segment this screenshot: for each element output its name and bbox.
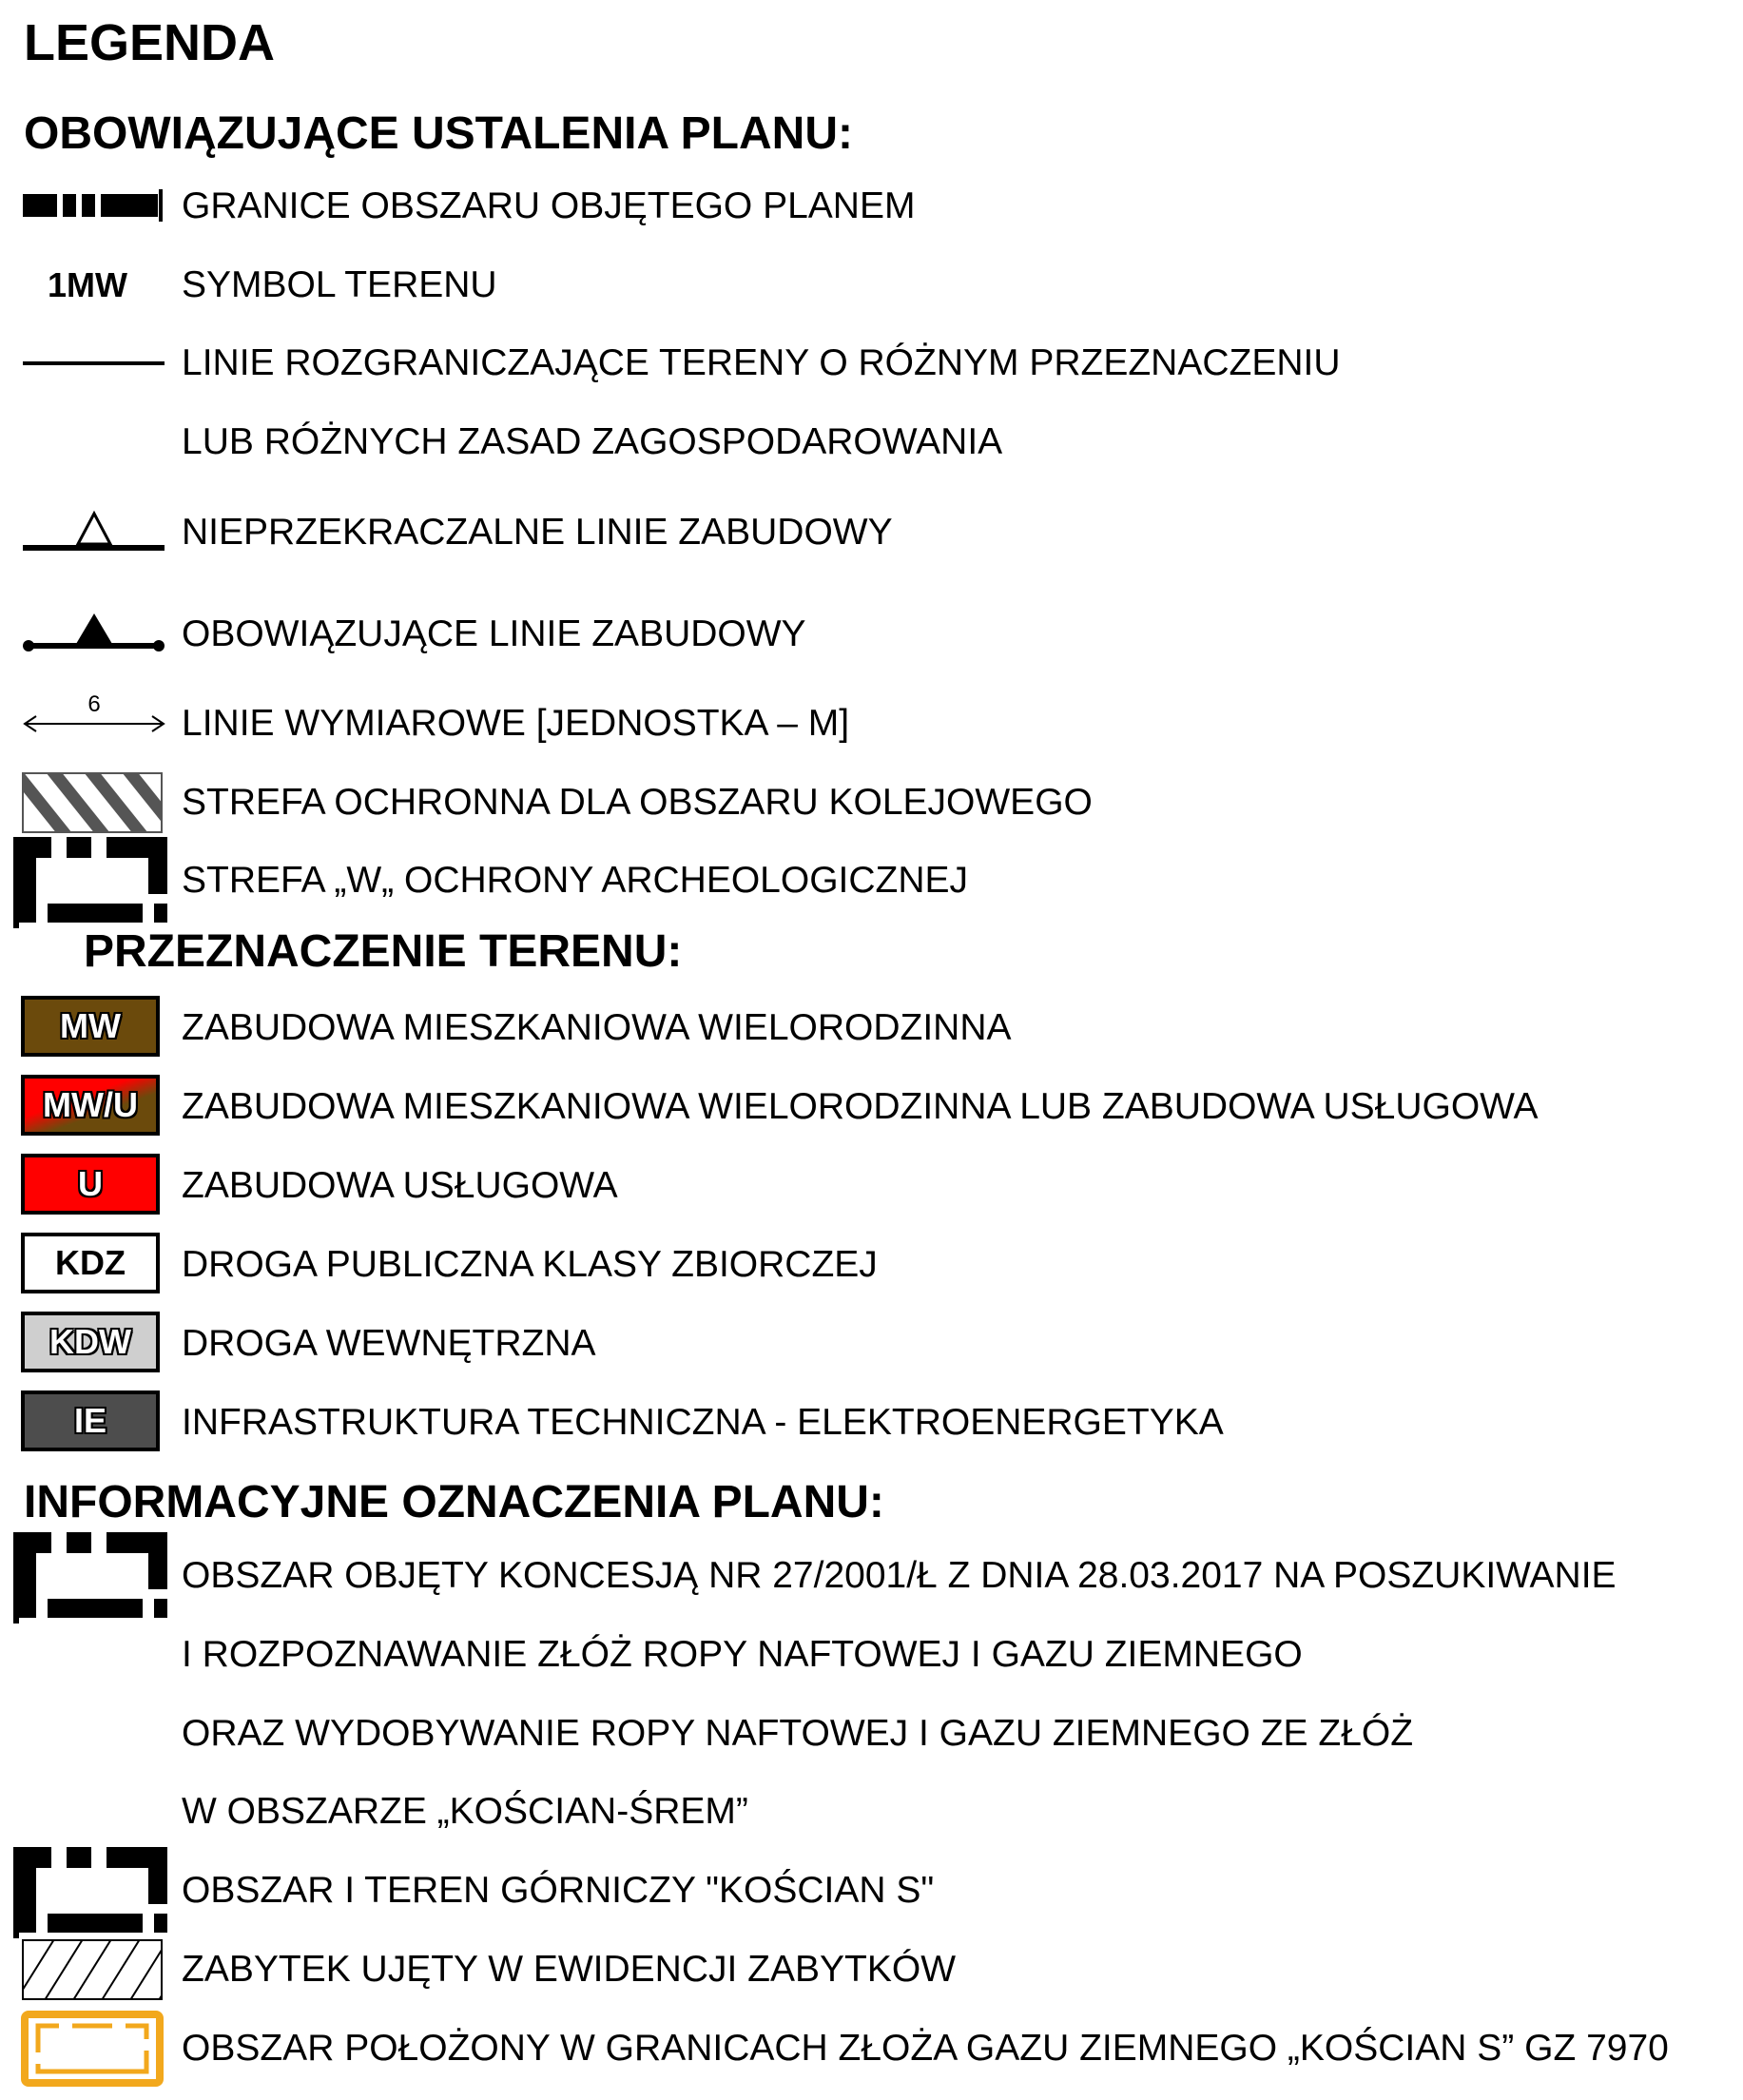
legend-row-ie bbox=[0, 1385, 1743, 1461]
legend-label: GRANICE OBSZARU OBJĘTEGO PLANEM bbox=[182, 185, 916, 226]
kdz-swatch: KDZ bbox=[21, 1233, 160, 1293]
orange-dashed-box-icon bbox=[21, 2011, 168, 2087]
legend-label: I ROZPOZNAWANIE ZŁÓŻ ROPY NAFTOWEJ I GAZU ZIEMNEGO bbox=[182, 1634, 1303, 1675]
legend-row-continuation bbox=[0, 1696, 1743, 1772]
dashed-bracket-icon bbox=[10, 1845, 176, 1940]
legend-row-kdz bbox=[0, 1227, 1743, 1303]
thin-hatched-box-icon bbox=[21, 1932, 168, 2008]
kdw-swatch: KDW bbox=[21, 1312, 160, 1372]
legend-row-solid-line bbox=[0, 325, 1743, 401]
legend-label: ORAZ WYDOBYWANIE ROPY NAFTOWEJ I GAZU ZIEMNEGO ZE ZŁÓŻ bbox=[182, 1713, 1414, 1754]
legend-row-monument bbox=[0, 1932, 1743, 2008]
solid-line-icon bbox=[21, 325, 168, 401]
legend-label: STREFA OCHRONNA DLA OBSZARU KOLEJOWEGO bbox=[182, 782, 1093, 823]
legend-label: ZABUDOWA MIESZKANIOWA WIELORODZINNA bbox=[182, 1007, 1012, 1048]
legend-label: NIEPRZEKRACZALNE LINIE ZABUDOWY bbox=[182, 512, 893, 553]
dimension-arrow-icon bbox=[21, 686, 168, 762]
legend-row-railway-zone bbox=[0, 765, 1743, 841]
dashed-bracket-icon bbox=[10, 835, 176, 930]
legend-row-continuation bbox=[0, 1617, 1743, 1693]
dashed-bracket-icon bbox=[10, 1530, 176, 1625]
legend-label: SYMBOL TERENU bbox=[182, 264, 497, 305]
legend-label: ZABUDOWA MIESZKANIOWA WIELORODZINNA LUB ZABUDOWA USŁUGOWA bbox=[182, 1086, 1539, 1127]
legend-row-concession bbox=[0, 1538, 1743, 1614]
legend-label: DROGA WEWNĘTRZNA bbox=[182, 1323, 596, 1364]
legend-row-continuation bbox=[0, 404, 1743, 480]
hatched-box-icon bbox=[21, 765, 168, 841]
legend-label: LINIE WYMIAROWE [JEDNOSTKA – M] bbox=[182, 703, 850, 744]
boundary-line-icon bbox=[21, 168, 168, 244]
legend-row-gas-deposit bbox=[0, 2011, 1743, 2087]
legend-row-u bbox=[0, 1148, 1743, 1224]
mw-swatch: MW bbox=[21, 996, 160, 1057]
legend-row-mining-area bbox=[0, 1853, 1743, 1929]
legend-label: ZABYTEK UJĘTY W EWIDENCJI ZABYTKÓW bbox=[182, 1949, 957, 1990]
symbol-code: 1MW bbox=[48, 265, 127, 304]
mw-u-swatch: MW/U bbox=[21, 1075, 160, 1136]
u-swatch: U bbox=[21, 1154, 160, 1215]
legend-label: INFRASTRUKTURA TECHNICZNA - ELEKTROENERGETYKA bbox=[182, 1402, 1224, 1443]
legend-label: LINIE ROZGRANICZAJĄCE TERENY O RÓŻNYM PRZEZNACZENIU bbox=[182, 342, 1341, 383]
legend-row-boundary bbox=[0, 168, 1743, 244]
legend-row-mw bbox=[0, 990, 1743, 1066]
legend-row-obligatory-line bbox=[0, 596, 1743, 672]
filled-triangle-line-icon bbox=[21, 596, 168, 672]
legend-label: OBSZAR POŁOŻONY W GRANICACH ZŁOŻA GAZU ZIEMNEGO „KOŚCIAN S” GZ 7970 bbox=[182, 2028, 1669, 2069]
legend-row-continuation bbox=[0, 1774, 1743, 1850]
legend-row-mw-u bbox=[0, 1069, 1743, 1145]
land-use-heading: PRZEZNACZENIE TERENU: bbox=[84, 926, 683, 977]
legend-title: LEGENDA bbox=[24, 14, 276, 71]
legend-row-symbol bbox=[0, 247, 1743, 323]
legend-label: OBSZAR I TEREN GÓRNICZY "KOŚCIAN S" bbox=[182, 1870, 935, 1911]
legend-row-non-exceedable-line bbox=[0, 495, 1743, 571]
legend-label: DROGA PUBLICZNA KLASY ZBIORCZEJ bbox=[182, 1244, 878, 1285]
ie-swatch: IE bbox=[21, 1390, 160, 1451]
legend-row-dimension-line bbox=[0, 686, 1743, 762]
legend-row-archaeology-zone bbox=[0, 843, 1743, 919]
informative-heading: INFORMACYJNE OZNACZENIA PLANU: bbox=[24, 1477, 884, 1527]
legend-label: OBSZAR OBJĘTY KONCESJĄ NR 27/2001/Ł Z DNIA 28.03.2017 NA POSZUKIWANIE bbox=[182, 1555, 1617, 1596]
obligatory-heading: OBOWIĄZUJĄCE USTALENIA PLANU: bbox=[24, 108, 853, 159]
legend-label: LUB RÓŻNYCH ZASAD ZAGOSPODAROWANIA bbox=[182, 421, 1003, 462]
legend-label: ZABUDOWA USŁUGOWA bbox=[182, 1165, 618, 1206]
open-triangle-line-icon bbox=[21, 495, 168, 571]
legend-label: OBOWIĄZUJĄCE LINIE ZABUDOWY bbox=[182, 613, 806, 654]
legend-label: W OBSZARZE „KOŚCIAN-ŚREM” bbox=[182, 1791, 748, 1832]
legend-row-kdw bbox=[0, 1306, 1743, 1382]
legend-label: STREFA „W„ OCHRONY ARCHEOLOGICZNEJ bbox=[182, 860, 969, 901]
dimension-value: 6 bbox=[87, 691, 101, 717]
